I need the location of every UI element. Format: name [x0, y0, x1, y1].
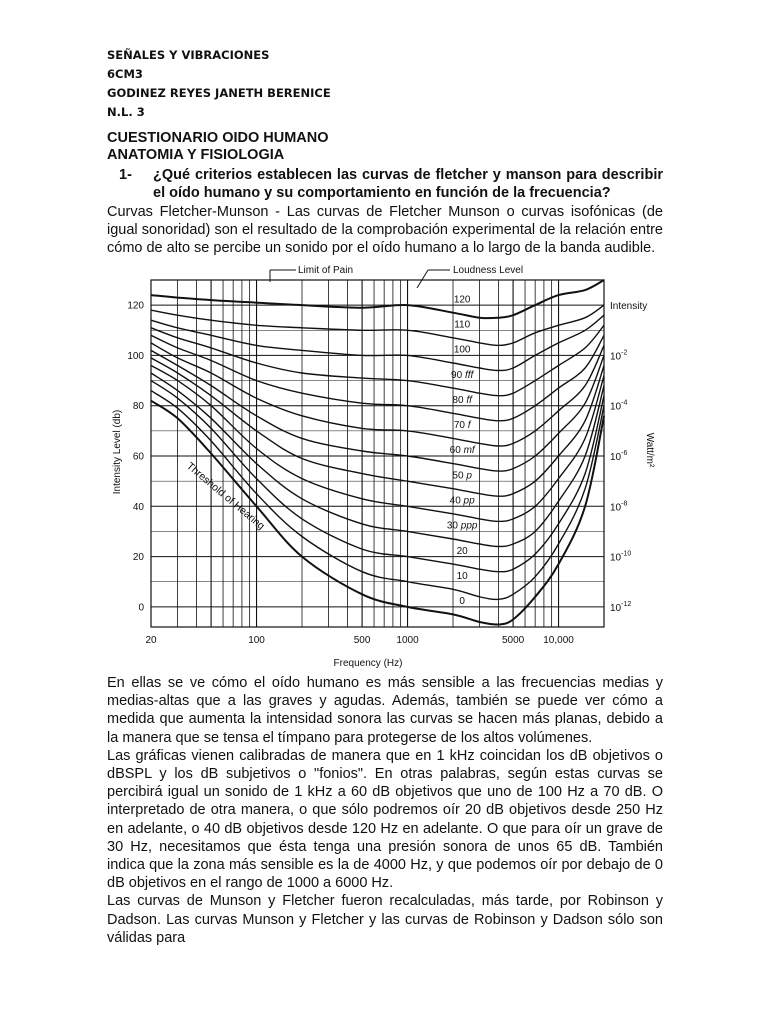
loudness-curves [151, 280, 604, 625]
y-axis-title: Intensity Level (db) [112, 409, 123, 495]
loudness-curve [151, 401, 604, 625]
y-tick-label: 100 [127, 350, 144, 362]
subject-line: SEÑALES Y VIBRACIONES [107, 48, 270, 62]
loudness-curve [151, 305, 604, 345]
curve-label: 10 [456, 570, 468, 582]
question-1 [107, 166, 663, 202]
curve-label: 50 p [452, 470, 472, 482]
y-tick-label: 60 [132, 451, 144, 463]
right-tick-label: $10^{-2}$ [610, 349, 628, 363]
body-text [107, 674, 663, 947]
x-tick-label: 5000 [501, 635, 525, 646]
curve-label: 70 f [453, 420, 471, 432]
threshold-of-hearing-label: Threshold of Hearing [184, 460, 267, 533]
loudness-curve [151, 280, 604, 318]
y-tick-label: 120 [127, 300, 144, 312]
loudness-curve [151, 343, 604, 446]
question-text: ¿Qué criterios establecen las curvas de fletcher y manson para describir el oído humano y su comportamiento en función de la frecuencia? [153, 167, 663, 201]
y-tick-label: 40 [132, 501, 144, 513]
x-tick-label: 100 [248, 635, 265, 646]
right-tick-label: $10^{-4}$ [610, 399, 628, 413]
paragraph-calibration: Las gráficas vienen calibradas de manera que en 1 kHz coincidan los dB objetivos o dBSPL y los dB subjetivos o "fonios". En otras palabras, según estas curvas se percibirá igual un sonido de 1 kHz a 60 dB objetivos que uno de 100 Hz a 70 dB. O interpretado de otra manera, o que sólo podremos oír 20 dB objetivos desde 250 Hz en adelante, o 40 dB objetivos desde 120 Hz en adelante. O que para oír un grave de 30 Hz, necesitamos que ésta tenga una presión sonora de unos 65 dB. También indica que la zona más sensible es la de 4000 Hz, y que podemos oír por debajo de 0 dB objetivos en el rango de 1000 a 6000 Hz. [107, 747, 663, 892]
list-number: N.L. 3 [107, 105, 145, 119]
x-axis-title: Frequency (Hz) [333, 658, 403, 669]
title-line-2: ANATOMIA Y FISIOLOGIA [107, 147, 285, 163]
document-header [107, 46, 667, 122]
curve-label: 120 [453, 294, 471, 306]
document-titles [107, 130, 667, 164]
loudness-curve [151, 315, 604, 370]
right-tick-label: $10^{-8}$ [610, 500, 628, 514]
curve-label: 20 [456, 545, 468, 557]
loudness-level-label: Loudness Level [453, 265, 524, 276]
title-line-1: CUESTIONARIO OIDO HUMANO [107, 130, 329, 146]
y-tick-label: 0 [138, 602, 144, 614]
curve-label: 0 [459, 596, 465, 608]
y-tick-label: 20 [132, 552, 144, 564]
curve-label: 100 [453, 344, 471, 356]
fletcher-munson-chart [106, 262, 662, 674]
x-tick-label: 500 [353, 635, 371, 646]
group-line: 6CM3 [107, 67, 143, 81]
x-axis-ticks [145, 635, 574, 646]
paragraph-intro: Curvas Fletcher-Munson - Las curvas de Fletcher Munson o curvas isofónicas (de igual sonoridad) son el resultado de la comprobación experimental de la relación entre cómo de alto se percibe un sonido por el oído humano a lo largo de la banda audible. [107, 204, 663, 257]
right-axis-title: Intensity [610, 301, 648, 312]
loudness-curve [151, 373, 604, 547]
curve-label: 40 pp [449, 495, 475, 507]
x-tick-label: 10,000 [543, 635, 574, 646]
loudness-level-arrow [417, 270, 428, 288]
right-tick-label: $10^{-6}$ [610, 450, 628, 464]
curve-label: 90 fff [451, 369, 474, 381]
right-axis-unit: Watt/m² [644, 432, 655, 468]
curve-label: 80 ff [452, 394, 472, 406]
right-tick-label: $10^{-12}$ [610, 600, 632, 614]
curve-label: 110 [454, 319, 471, 331]
paragraph-robinson-dadson: Las curvas de Munson y Fletcher fueron recalculadas, más tarde, por Robinson y Dadson. Las curvas Munson y Fletcher y las curvas de Robinson y Dadson sólo son válidas para [107, 893, 663, 946]
x-tick-label: 1000 [396, 635, 419, 646]
left-axis-ticks [127, 301, 144, 614]
loudness-curve [151, 325, 604, 395]
right-tick-label: $10^{-10}$ [610, 550, 632, 564]
paragraph-sensitivity: En ellas se ve cómo el oído humano es más sensible a las frecuencias medias y medias-altas que a las graves y agudas. Además, también se puede ver cómo a medida que aumenta la intensidad sonora las curvas se hacen más planas, debido a la manera que se tensa el tímpano para protegerse de los altos volúmenes. [107, 675, 663, 746]
limit-of-pain-label: Limit of Pain [298, 265, 354, 276]
loudness-curve [151, 350, 604, 471]
x-tick-label: 20 [145, 635, 157, 646]
fletcher-munson-figure [106, 262, 662, 674]
question-number: 1- [119, 167, 132, 183]
right-axis-ticks [610, 349, 631, 613]
student-name: GODINEZ REYES JANETH BERENICE [107, 86, 331, 100]
y-tick-label: 80 [132, 401, 144, 413]
curve-label: 60 mf [449, 445, 475, 457]
curve-label: 30 ppp [446, 520, 478, 532]
